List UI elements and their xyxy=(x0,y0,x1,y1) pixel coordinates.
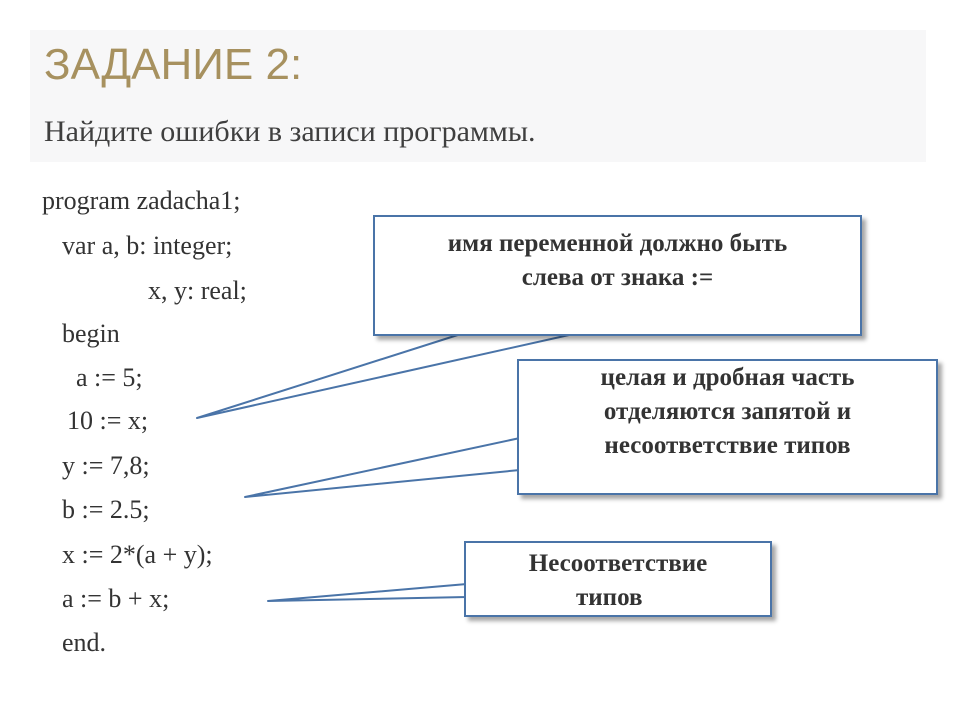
callout-pointer-types xyxy=(268,584,467,601)
slide-title: ЗАДАНИЕ 2: xyxy=(44,40,303,89)
code-line: b := 2.5; xyxy=(62,495,150,524)
code-line: a := b + x; xyxy=(62,584,170,613)
code-line: 10 := x; xyxy=(67,406,149,435)
callout-text: отделяются запятой и xyxy=(603,398,852,425)
slide-subtitle: Найдите ошибки в записи программы. xyxy=(44,115,536,148)
callout-text: целая и дробная часть xyxy=(600,364,855,391)
code-line: program zadacha1; xyxy=(42,186,241,215)
callout-text: Несоответствие xyxy=(528,550,708,577)
callout-text: имя переменной должно быть xyxy=(447,230,788,257)
callout-assignment-error xyxy=(373,215,862,336)
callout-pointer-decimal xyxy=(245,438,520,497)
callout-text: несоответствие типов xyxy=(604,432,851,459)
code-line: a := 5; xyxy=(76,363,143,392)
callout-text: слева от знака := xyxy=(521,264,714,291)
callout-type-mismatch xyxy=(464,541,772,617)
code-line: x, y: real; xyxy=(148,276,247,305)
callout-text: типов xyxy=(576,584,643,611)
code-line: begin xyxy=(62,319,120,348)
code-line: var a, b: integer; xyxy=(62,231,233,260)
code-line: y := 7,8; xyxy=(62,451,150,480)
code-line: end. xyxy=(62,628,107,657)
callout-decimal-error xyxy=(517,359,938,495)
code-line: x := 2*(a + y); xyxy=(62,540,213,569)
